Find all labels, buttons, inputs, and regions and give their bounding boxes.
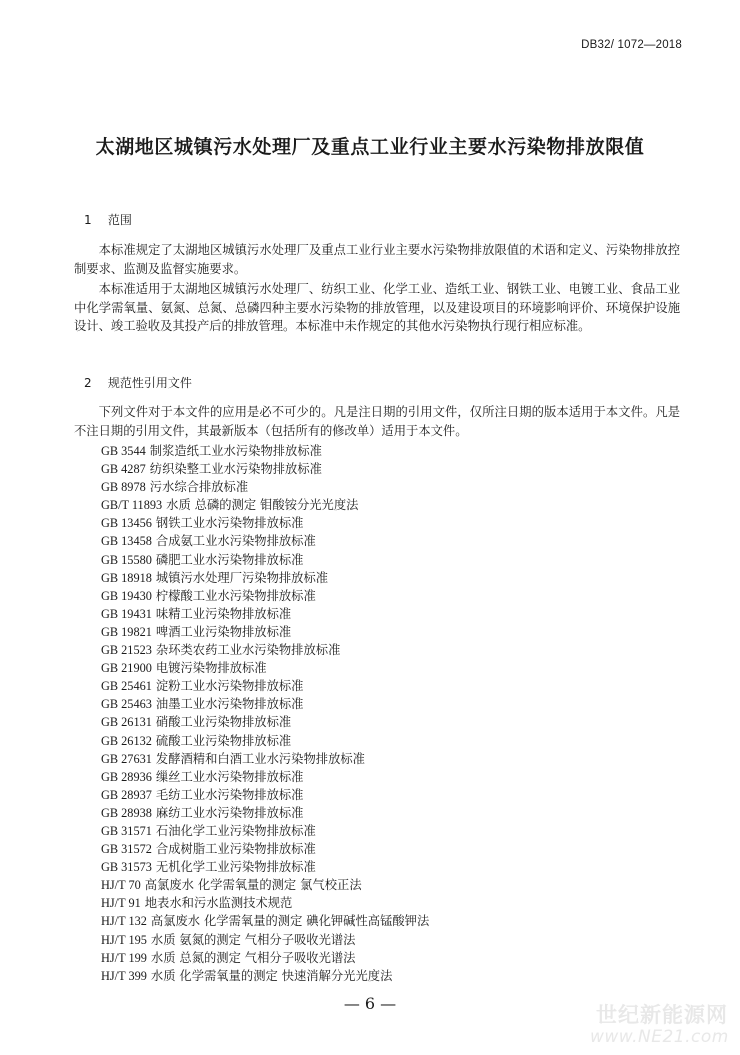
reference-title: 合成氨工业水污染物排放标准 <box>155 534 316 549</box>
reference-title: 纺织染整工业水污染物排放标准 <box>149 462 322 477</box>
reference-code: GB 18918 <box>101 570 152 585</box>
page-number: — 6 — <box>343 994 397 1013</box>
reference-item <box>101 587 661 605</box>
reference-title: 毛纺工业水污染物排放标准 <box>155 787 304 802</box>
document-title: 太湖地区城镇污水处理厂及重点工业行业主要水污染物排放限值 <box>95 136 645 158</box>
reference-title: 缫丝工业水污染物排放标准 <box>155 769 304 784</box>
reference-title: 无机化学工业污染物排放标准 <box>155 860 316 875</box>
reference-title: 硫酸工业污染物排放标准 <box>155 733 292 748</box>
reference-code: GB 26131 <box>101 715 152 730</box>
reference-code: HJ/T 199 <box>101 950 147 965</box>
reference-item <box>101 496 661 514</box>
reference-code: GB 26132 <box>101 733 152 748</box>
reference-code: GB 25461 <box>101 679 152 694</box>
reference-item <box>101 840 661 858</box>
reference-title: 杂环类农药工业水污染物排放标准 <box>155 643 341 658</box>
reference-code: GB 13456 <box>101 516 152 531</box>
reference-title: 钢铁工业水污染物排放标准 <box>155 516 304 531</box>
reference-item <box>101 605 661 623</box>
reference-code: GB 3544 <box>101 444 146 458</box>
reference-code: GB 31572 <box>101 842 152 857</box>
reference-code: HJ/T 399 <box>101 968 147 983</box>
reference-item <box>101 532 661 550</box>
reference-title: 磷肥工业水污染物排放标准 <box>155 552 304 567</box>
watermark-url: www.NE21.com <box>590 1027 729 1047</box>
reference-item <box>101 876 661 894</box>
scope-paragraph-1: 本标准规定了太湖地区城镇污水处理厂及重点工业行业主要水污染物排放限值的术语和定义、污染物排放控制要求、监测及监督实施要求。 <box>74 243 680 276</box>
reference-item <box>101 931 661 949</box>
reference-code: GB/T 11893 <box>101 498 163 513</box>
reference-item <box>101 695 661 713</box>
reference-item <box>101 442 661 460</box>
reference-item <box>101 569 661 587</box>
reference-item <box>101 677 661 695</box>
reference-title: 硝酸工业污染物排放标准 <box>155 715 292 730</box>
reference-item <box>101 967 661 985</box>
reference-title: 发酵酒精和白酒工业水污染物排放标准 <box>155 751 365 766</box>
reference-item <box>101 713 661 731</box>
reference-item <box>101 478 661 496</box>
reference-item <box>101 750 661 768</box>
reference-code: GB 4287 <box>101 462 146 477</box>
reference-item <box>101 460 661 478</box>
reference-code: GB 19430 <box>101 588 152 603</box>
reference-title: 高氯废水 化学需氧量的测定 碘化钾碱性高锰酸钾法 <box>150 914 430 929</box>
reference-code: GB 25463 <box>101 697 152 712</box>
reference-title: 油墨工业水污染物排放标准 <box>155 697 304 712</box>
reference-item <box>101 949 661 967</box>
reference-item <box>101 786 661 804</box>
section-number: 2 <box>84 376 92 390</box>
reference-item <box>101 641 661 659</box>
reference-code: GB 19821 <box>101 624 152 639</box>
reference-title: 石油化学工业污染物排放标准 <box>155 823 316 838</box>
reference-title: 水质 总磷的测定 钼酸铵分光光度法 <box>166 498 359 513</box>
scope-paragraph-2: 本标准适用于太湖地区城镇污水处理厂、纺织工业、化学工业、造纸工业、钢铁工业、电镀工业、食品工业中化学需氧量、氨氮、总氮、总磷四种主要水污染物的排放管理，以及建设项目的环境影响评价、环境保护设施设计、竣工验收及其投产后的排放管理。本标准中未作规定的其他水污染物执行现行相应标准。 <box>74 282 680 334</box>
reference-item <box>101 768 661 786</box>
reference-code: GB 28937 <box>101 787 152 802</box>
reference-item <box>101 804 661 822</box>
watermark-text: 世纪新能源网 <box>596 1003 728 1027</box>
reference-title: 水质 化学需氧量的测定 快速消解分光光度法 <box>150 968 393 983</box>
reference-title: 淀粉工业水污染物排放标准 <box>155 679 304 694</box>
reference-title: 啤酒工业污染物排放标准 <box>155 624 292 639</box>
reference-item <box>101 822 661 840</box>
reference-title: 味精工业污染物排放标准 <box>155 606 292 621</box>
reference-item <box>101 551 661 569</box>
reference-item <box>101 514 661 532</box>
section-title: 范围 <box>107 213 132 227</box>
reference-code: GB 31571 <box>101 823 152 838</box>
reference-code: HJ/T 70 <box>101 878 141 893</box>
reference-title: 污水综合排放标准 <box>149 480 249 495</box>
section-heading-scope <box>84 211 132 228</box>
section-title: 规范性引用文件 <box>107 376 192 390</box>
reference-code: GB 28936 <box>101 769 152 784</box>
reference-code: GB 8978 <box>101 480 146 495</box>
reference-title: 水质 总氮的测定 气相分子吸收光谱法 <box>150 950 356 965</box>
reference-code: GB 31573 <box>101 860 152 875</box>
reference-code: GB 21523 <box>101 643 152 658</box>
reference-code: HJ/T 91 <box>101 896 141 911</box>
reference-title: 电镀污染物排放标准 <box>155 661 267 676</box>
reference-title: 制浆造纸工业水污染物排放标准 <box>149 444 322 458</box>
reference-item <box>101 732 661 750</box>
reference-title: 城镇污水处理厂污染物排放标准 <box>155 570 329 585</box>
reference-code: GB 27631 <box>101 751 152 766</box>
reference-code: GB 13458 <box>101 534 152 549</box>
reference-list <box>101 442 661 985</box>
reference-item <box>101 912 661 930</box>
reference-code: HJ/T 132 <box>101 914 147 929</box>
section-number: 1 <box>84 213 92 227</box>
reference-code: GB 28938 <box>101 805 152 820</box>
reference-code: GB 21900 <box>101 661 152 676</box>
reference-title: 水质 氨氮的测定 气相分子吸收光谱法 <box>150 932 356 947</box>
reference-title: 合成树脂工业污染物排放标准 <box>155 842 316 857</box>
reference-title: 地表水和污水监测技术规范 <box>144 896 293 911</box>
reference-code: GB 15580 <box>101 552 152 567</box>
reference-title: 柠檬酸工业水污染物排放标准 <box>155 588 316 603</box>
reference-item <box>101 894 661 912</box>
reference-code: GB 19431 <box>101 606 152 621</box>
section-heading-references <box>84 374 192 391</box>
standard-code: DB32/ 1072—2018 <box>581 39 682 51</box>
reference-item <box>101 623 661 641</box>
references-intro-paragraph: 下列文件对于本文件的应用是必不可少的。凡是注日期的引用文件，仅所注日期的版本适用于本文件。凡是不注日期的引用文件，其最新版本（包括所有的修改单）适用于本文件。 <box>74 405 680 438</box>
reference-item <box>101 858 661 876</box>
reference-code: HJ/T 195 <box>101 932 147 947</box>
reference-title: 高氯废水 化学需氧量的测定 氯气校正法 <box>144 878 362 893</box>
reference-title: 麻纺工业水污染物排放标准 <box>155 805 304 820</box>
reference-item <box>101 659 661 677</box>
watermark <box>590 1003 728 1047</box>
